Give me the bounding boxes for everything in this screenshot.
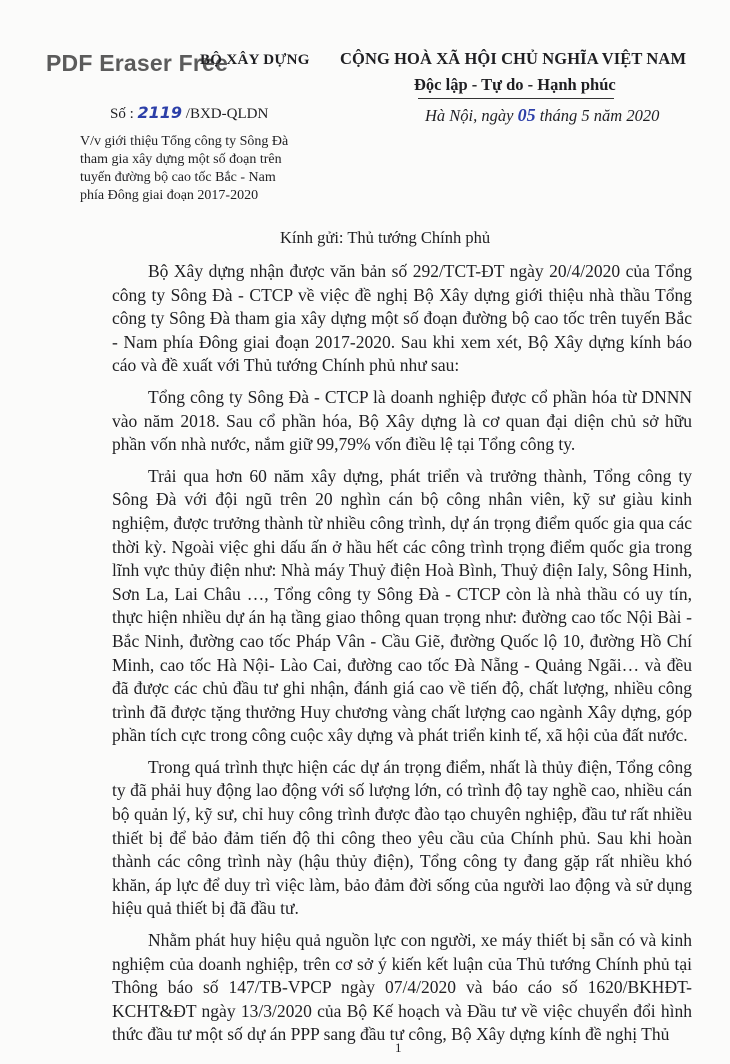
- nation-title: CỘNG HOÀ XÃ HỘI CHỦ NGHĨA VIỆT NAM: [340, 49, 687, 68]
- subject-line: tuyến đường bộ cao tốc Bắc - Nam: [80, 170, 276, 185]
- motto-underline: [418, 98, 614, 99]
- place-date: [425, 105, 659, 126]
- ministry-name: BỘ XÂY DỰNG: [200, 52, 310, 68]
- body-paragraph: Nhằm phát huy hiệu quả nguồn lực con người, xe máy thiết bị sẵn có và kinh nghiệm của doanh nghiệp, trên cơ sở ý kiến kết luận của Thủ tướng Chính phủ tại Thông báo số 147/TB-VPCP ngày 07/4/2020 và báo cáo số 1620/BKHĐT-KCHT&ĐT ngày 13/3/2020 của Bộ Kế hoạch và Đầu tư về việc chuyển đổi hình thức đầu tư một số dự án PPP sang đầu tư công, Bộ Xây dựng kính đề nghị Thủ: [112, 930, 692, 1045]
- document-number-handwritten: 2119: [137, 103, 183, 122]
- subject-line: phía Đông giai đoạn 2017-2020: [80, 188, 259, 203]
- body-paragraph: Bộ Xây dựng nhận được văn bản số 292/TCT-ĐT ngày 20/4/2020 của Tổng công ty Sông Đà - CTCP về việc đề nghị Bộ Xây dựng giới thiệu nhà thầu Tổng công ty Sông Đà tham gia xây dựng một số đoạn đường bộ cao tốc trên tuyến Bắc - Nam phía Đông giai đoạn 2017-2020. Sau khi xem xét, Bộ Xây dựng kính báo cáo và đề xuất với Thủ tướng Chính phủ như sau:: [112, 261, 692, 376]
- watermark: PDF Eraser Free: [46, 50, 228, 76]
- document-number-suffix: /BXD-QLDN: [182, 106, 269, 122]
- document-number: [110, 103, 268, 123]
- place-date-prefix: Hà Nội, ngày: [425, 106, 518, 125]
- motto: Độc lập - Tự do - Hạnh phúc: [414, 75, 616, 94]
- subject-line: V/v giới thiệu Tổng công ty Sông Đà: [80, 134, 289, 149]
- recipient: Kính gửi: Thủ tướng Chính phủ: [280, 228, 491, 247]
- body-paragraph: Tổng công ty Sông Đà - CTCP là doanh nghiệp được cổ phần hóa từ DNNN vào năm 2018. Sau cổ phần hóa, Bộ Xây dựng là cơ quan đại diện chủ sở hữu phần vốn nhà nước, nắm giữ 99,79% vốn điều lệ tại Tổng công ty.: [112, 386, 692, 455]
- page-number: 1: [395, 1040, 402, 1055]
- body-paragraph: Trong quá trình thực hiện các dự án trọng điểm, nhất là thủy điện, Tổng công ty đã phải huy động lao động với số lượng lớn, có trình độ tay nghề cao, nhiều cán bộ quản lý, kỹ sư, chỉ huy công trình được đào tạo chuyên nghiệp, đầu tư rất nhiều thiết bị để bảo đảm tiến độ thi công theo yêu cầu của Chính phủ. Sau khi hoàn thành các công trình này (hậu thủy điện), Tổng công ty đang gặp rất nhiều khó khăn, áp lực để duy trì việc làm, bảo đảm đời sống của người lao động và sử dụng hiệu quả thiết bị đã đầu tư.: [112, 756, 692, 919]
- letter-body: [112, 260, 692, 1055]
- day-handwritten: 05: [517, 105, 536, 125]
- subject-block: [80, 133, 320, 205]
- body-paragraph: Trải qua hơn 60 năm xây dựng, phát triển và trưởng thành, Tổng công ty Sông Đà với đội ngũ trên 20 nghìn cán bộ công nhân viên, kỹ sư giàu kinh nghiệm, được trưởng thành từ nhiều công trình, dự án trọng điểm quốc gia qua các thời kỳ. Ngoài việc ghi dấu ấn ở hầu hết các công trình trọng điểm quốc gia trong lĩnh vực thủy điện như: Nhà máy Thuỷ điện Hoà Bình, Thuỷ điện Ialy, Sông Hinh, Sơn La, Lai Châu …, Tổng công ty Sông Đà - CTCP còn là nhà thầu có uy tín, thực hiện nhiều dự án hạ tầng giao thông quan trọng như: đường cao tốc Nội Bài - Bắc Ninh, đường cao tốc Pháp Vân - Cầu Giẽ, đường Quốc lộ 10, đường Hồ Chí Minh, cao tốc Hà Nội- Lào Cai, đường cao tốc Đà Nẵng - Quảng Ngãi… và đều đã được các chủ đầu tư ghi nhận, đánh giá cao về tiến độ, chất lượng, nhiều công trình đã được tặng thưởng Huy chương vàng chất lượng cao ngành Xây dựng, góp phần tích cực trong công cuộc xây dựng và phát triển kinh tế, xã hội của đất nước.: [112, 465, 692, 746]
- place-date-suffix: tháng 5 năm 2020: [535, 106, 660, 125]
- subject-line: tham gia xây dựng một số đoạn trên: [80, 152, 282, 167]
- document-number-prefix: Số :: [110, 106, 138, 122]
